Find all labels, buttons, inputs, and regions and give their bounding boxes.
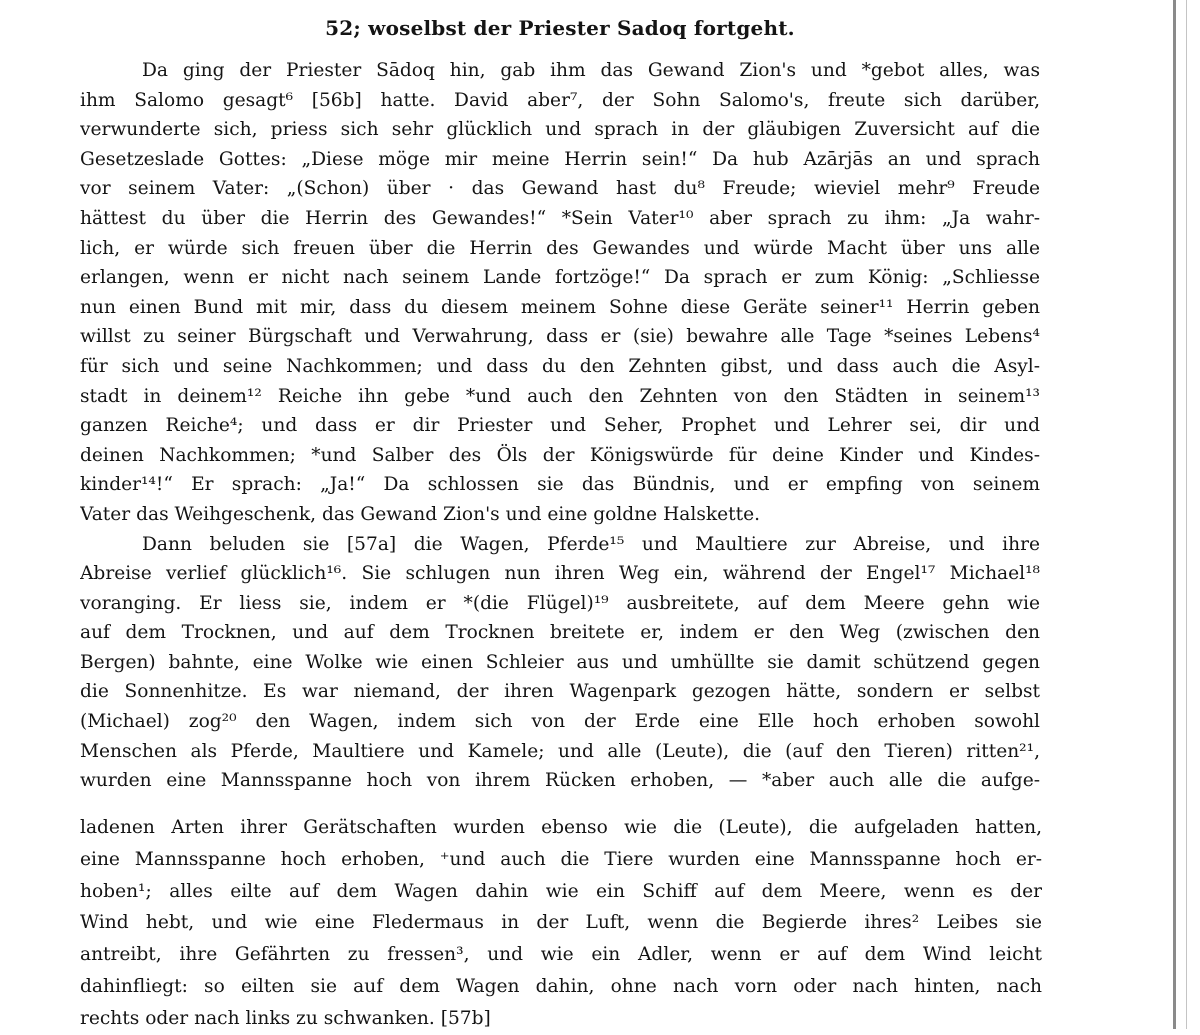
text-line: kinder¹⁴!“ Er sprach: „Ja!“ Da schlossen sie das Bündnis, und er empfing von seinem <box>80 474 1040 496</box>
text-line: Bergen) bahnte, eine Wolke wie einen Schleier aus und umhüllte sie damit schützend gegen <box>80 651 1040 673</box>
text-line: eine Mannsspanne hoch erhoben, ⁺und auch die Tiere wurden eine Mannsspanne hoch er- <box>80 848 1042 870</box>
text-line: Da ging der Priester Sādoq hin, gab ihm das Gewand Zion's und *gebot alles, was <box>142 60 1040 81</box>
text-line: erlangen, wenn er nicht nach seinem Lande fortzöge!“ Da sprach er zum König: „Schliesse <box>80 267 1040 289</box>
text-line: verwunderte sich, priess sich sehr glücklich und sprach in der gläubigen Zuversicht auf die <box>80 119 1040 141</box>
text-line: Dann beluden sie [57a] die Wagen, Pferde¹⁵ und Maultiere zur Abreise, und ihre <box>142 533 1040 555</box>
text-line: antreibt, ihre Gefährten zu fressen³, und wie ein Adler, wenn er auf dem Wind leicht <box>80 944 1042 966</box>
scan-edge-rule-thin <box>1186 0 1187 1029</box>
text-line: ganzen Reiche⁴; und dass er dir Priester und Seher, Prophet und Lehrer sei, dir und <box>80 415 1040 437</box>
text-line: voranging. Er liess sie, indem er *(die Flügel)¹⁹ ausbreitete, auf dem Meere gehn wie <box>80 592 1040 614</box>
text-line: wurden eine Mannsspanne hoch von ihrem Rücken erhoben, — *aber auch alle die aufge- <box>80 770 1040 792</box>
text-line: deinen Nachkommen; *und Salber des Öls der Königswürde für deine Kinder und Kindes- <box>80 444 1040 466</box>
text-block-lower <box>80 812 1040 1035</box>
text-line: Gesetzeslade Gottes: „Diese möge mir meine Herrin sein!“ Da hub Azārjās an und sprach <box>80 148 1040 170</box>
text-line: auf dem Trocknen, und auf dem Trocknen breitete er, indem er den Weg (zwischen den <box>80 622 1040 644</box>
text-line: dahinfliegt: so eilten sie auf dem Wagen dahin, ohne nach vorn oder nach hinten, nach <box>80 975 1042 997</box>
text-line: rechts oder nach links zu schwanken. [57b] <box>80 1007 491 1029</box>
text-line: willst zu seiner Bürgschaft und Verwahrung, dass er (sie) bewahre alle Tage *seines Lebens⁴ <box>80 326 1040 348</box>
text-line: ladenen Arten ihrer Gerätschaften wurden ebenso wie die (Leute), die aufgeladen hatten, <box>80 817 1042 838</box>
text-line: Wind hebt, und wie eine Fledermaus in der Luft, wenn die Begierde ihres² Leibes sie <box>80 912 1042 934</box>
text-line: die Sonnenhitze. Es war niemand, der ihren Wagenpark gezogen hätte, sondern er selbst <box>80 681 1040 703</box>
text-line: hättest du über die Herrin des Gewandes!“ *Sein Vater¹⁰ aber sprach zu ihm: „Ja wahr- <box>80 207 1040 229</box>
text-line: Menschen als Pferde, Maultiere und Kamele; und alle (Leute), die (auf den Tieren) ritten²¹, <box>80 740 1040 762</box>
text-line: lich, er würde sich freuen über die Herrin des Gewandes und würde Macht über uns alle <box>80 237 1040 259</box>
scanned-page <box>80 0 1040 1029</box>
text-block-upper <box>80 56 1040 796</box>
text-line: vor seinem Vater: „(Schon) über · das Gewand hast du⁸ Freude; wieviel mehr⁹ Freude <box>80 178 1040 200</box>
text-line: hoben¹; alles eilte auf dem Wagen dahin wie ein Schiff auf dem Meere, wenn es der <box>80 880 1042 902</box>
text-line: für sich und seine Nachkommen; und dass du den Zehnten gibst, und dass auch die Asyl- <box>80 355 1040 377</box>
text-line: nun einen Bund mit mir, dass du diesem meinem Sohne diese Geräte seiner¹¹ Herrin geben <box>80 296 1040 318</box>
scan-edge-rule <box>1173 0 1176 1029</box>
text-line: Vater das Weihgeschenk, das Gewand Zion's und eine goldne Halskette. <box>80 503 760 525</box>
text-line: ihm Salomo gesagt⁶ [56b] hatte. David aber⁷, der Sohn Salomo's, freute sich darüber, <box>80 89 1040 111</box>
text-line: (Michael) zog²⁰ den Wagen, indem sich von der Erde eine Elle hoch erhoben sowohl <box>80 711 1040 733</box>
text-block-lower-lines <box>80 812 1042 1035</box>
text-line: Abreise verlief glücklich¹⁶. Sie schlugen nun ihren Weg ein, während der Engel¹⁷ Michael¹⁸ <box>80 563 1040 585</box>
text-line: stadt in deinem¹² Reiche ihn gebe *und auch den Zehnten von den Städten in seinem¹³ <box>80 385 1040 407</box>
page-heading: 52; woselbst der Priester Sadoq fortgeht. <box>325 16 795 40</box>
